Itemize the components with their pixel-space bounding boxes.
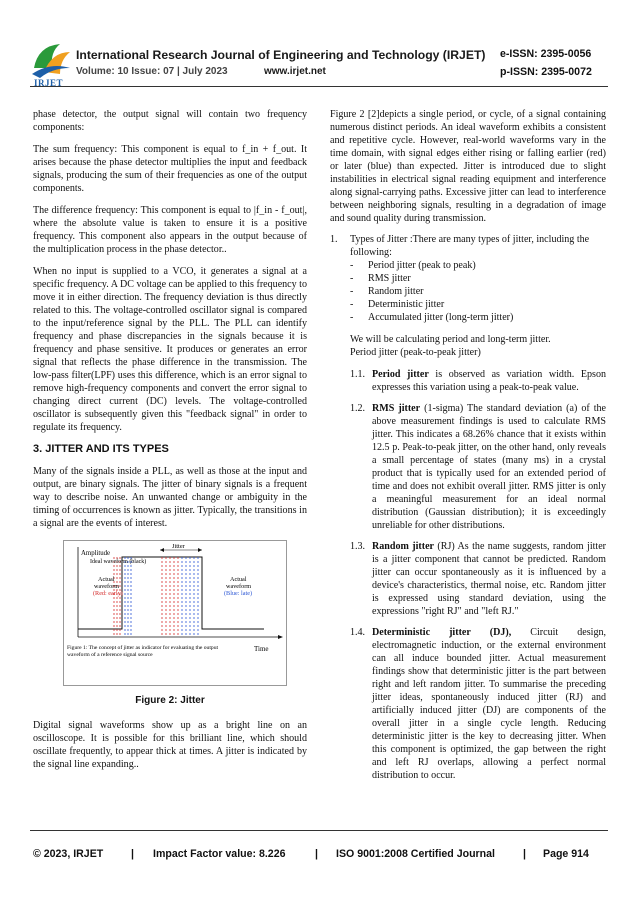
list-dash: - — [350, 273, 354, 284]
iso-certification: ISO 9001:2008 Certified Journal — [336, 848, 495, 860]
list-item — [350, 285, 606, 298]
subsection-title: Deterministic jitter (DJ), — [372, 627, 512, 638]
footer-separator: | — [131, 848, 134, 860]
early-edges — [114, 557, 178, 635]
actual-left-2: waveform — [94, 583, 120, 590]
subsection-title: RMS jitter — [372, 403, 421, 414]
subsection-number: 1.1. — [350, 369, 366, 380]
list-dash: - — [350, 286, 354, 297]
list-item-label: Accumulated jitter (long-term jitter) — [368, 312, 514, 323]
logo-text: IRJET — [34, 78, 64, 88]
time-label: Time — [254, 645, 269, 653]
list-intro: Types of Jitter :There are many types of jitter, including the following: — [350, 234, 590, 258]
ideal-label: Ideal waveform (black) — [90, 559, 147, 565]
subsection-deterministic-jitter — [350, 626, 606, 782]
subsection-text: (RJ) As the name suggests, random jitter is a jitter component that cannot be predicted. Random jitter can occur spontaneously as it is influenced by a device's characteristics, thermal noise, etc. Random jitter is expressed using standard deviation, using the expressions "right RJ" and "left RJ." — [372, 541, 606, 617]
list-item-label: Deterministic jitter — [368, 299, 445, 310]
footer-separator: | — [315, 848, 318, 860]
subsection-title: Period jitter — [372, 369, 429, 380]
x-axis-arrow-icon — [278, 635, 283, 639]
footer-divider — [30, 830, 608, 831]
header-divider — [30, 86, 608, 87]
list-item — [350, 259, 606, 272]
list-item-label: RMS jitter — [368, 273, 411, 284]
list-item — [350, 272, 606, 285]
p-issn: p-ISSN: 2395-0072 — [500, 66, 592, 78]
volume-line — [76, 66, 326, 77]
irjet-logo-icon — [30, 38, 72, 82]
subsection-text: Circuit design, electromagnetic induction, or the external environment can all induce bounded jitter. Actual measurement findings show that deterministic jitter is the part between right and left random jitter. To summarise the preceding jitter ideas, spontaneously induced jitter (RJ) and artificially induced jitter (DJ) are components of the overall jitter in a single cycle length. Reducing deterministic jitter is the key to decreasing jitter. When this component is optimized, the gap between the right and left RJ overlaps, allowing a perfect normal distribution to occur. — [372, 627, 606, 781]
list-item-label: Period jitter (peak to peak) — [368, 260, 476, 271]
actual-left-1: Actual — [98, 576, 115, 583]
copyright: © 2023, IRJET — [33, 848, 104, 860]
paragraph: When no input is supplied to a VCO, it generates a signal at a specific frequency. A DC voltage can be applied to this frequency to move it in either direction. The frequency deviation is thus directly related to this. The voltage-controlled oscillator signal is compared to the input/reference signal by the PLL. The PLL can identify frequency and phase discrepancies in the signals because it is frequency and phase sensitive. It produces or generates an error signal that reflects the phase difference in the transmission. The low-pass filter(LPF) uses this difference, which is an error signal to remove high-frequency components and convert the error signal to changing direct current (DC) levels. The voltage-controlled oscillator is subsequently given this "feedback signal" in order to regulate its frequency. — [33, 266, 307, 433]
late-edges — [125, 557, 198, 635]
jitter-right-arrow-icon — [198, 548, 202, 552]
subsection-number: 1.2. — [350, 403, 366, 414]
e-issn: e-ISSN: 2395-0056 — [500, 48, 592, 60]
subsection-number: 1.4. — [350, 627, 366, 638]
journal-website-link[interactable]: www.irjet.net — [264, 66, 326, 77]
footer-separator: | — [523, 848, 526, 860]
subsection-period-jitter — [350, 368, 606, 394]
right-column — [330, 108, 606, 790]
paragraph: Many of the signals inside a PLL, as well as those at the input and output, are binary signals. The jitter of binary signals is a frequent way to describe noise. An unwanted change or ambiguity in the timing of occurrences is known as jitter. Typically, the transitions in a signal are the events of interest. — [33, 466, 307, 529]
subsection-text: is observed as variation width. Epson expresses this variation using a peak-to-peak value. — [372, 369, 606, 393]
left-column — [33, 108, 307, 780]
impact-factor: Impact Factor value: 8.226 — [153, 848, 286, 860]
inner-caption-1: Figure 1: The concept of jitter as indicator for evaluating the output — [67, 645, 219, 651]
paragraph: Figure 2 [2]depicts a single period, or cycle, of a signal containing numerous distinct periods. An ideal waveform exhibits a consistent and repetitive cycle. However, real-world waveforms vary in the time domain, with signal edges either rising or falling earlier (red) or later (blue) than expected. Jitter is introduced due to slight instabilities in electrical signal reading equipment and interference along signal-carrying paths. Excessive jitter can lead to interference between neighboring signals, resulting in a degradation of image and sound quality during transmission. — [330, 109, 606, 224]
paragraph: Digital signal waveforms show up as a bright line on an oscilloscope. It is possible for this brilliant line, which should oscillate frequently, to appear thick at times. A jitter is indicated by the signal line expanding.. — [33, 720, 307, 770]
subsection-rms-jitter — [350, 402, 606, 532]
inner-caption-2: waveform of a reference signal source — [67, 652, 153, 658]
calc-note — [350, 333, 606, 359]
list-item — [350, 298, 606, 311]
calc-line: Period jitter (peak-to-peak jitter) — [350, 347, 481, 358]
calc-line: We will be calculating period and long-term jitter. — [350, 334, 551, 345]
jitter-types-list — [330, 233, 606, 259]
subsection-random-jitter — [350, 540, 606, 618]
actual-right-blue: (Blue: late) — [224, 590, 253, 597]
paragraph: The sum frequency: This component is equal to f_in + f_out. It arises because the phase detector multiplies the input and feedback signals, producing the sum of their frequencies as one of the output components. — [33, 144, 307, 194]
subsection-title: Random jitter — [372, 541, 434, 552]
journal-title: International Research Journal of Engineering and Technology (IRJET) — [76, 48, 486, 62]
jitter-figure — [63, 540, 287, 686]
paragraph: The difference frequency: This component is equal to |f_in - f_out|, where the absolute value is taken to ensure it is a positive frequency. This component also appears in the output because of the multiplication process in the phase detector.. — [33, 205, 307, 255]
paragraph: phase detector, the output signal will contain two frequency components: — [33, 109, 307, 133]
section-heading: 3. JITTER AND ITS TYPES — [33, 443, 169, 455]
list-dash: - — [350, 260, 354, 271]
figure-caption: Figure 2: Jitter — [135, 695, 205, 706]
list-item-label: Random jitter — [368, 286, 424, 297]
list-item — [350, 311, 606, 324]
volume-info: Volume: 10 Issue: 07 | July 2023 — [76, 66, 228, 77]
page-number: Page 914 — [543, 848, 589, 860]
subsection-text: (1-sigma) The standard deviation (a) of the above measurement findings is used to calculate RMS jitter. This indicates a 68.26% chance that it exists within 12.5 p. Peak-to-peak jitter, on the other hand, only reveals a small percentage of states (many ms) in a crystal product that is typically used for an extended period of time and does not exhibit overall jitter. RMS jitter is only a meaningful measurement for an ideal normal distribution (Gaussian distribution); it is exceedingly unreliable for other distributions. — [372, 403, 607, 531]
jitter-left-arrow-icon — [160, 548, 164, 552]
actual-left-red: (Red: early) — [93, 590, 123, 597]
amplitude-label: Amplitude — [81, 550, 111, 557]
actual-right-1: Actual — [230, 576, 247, 583]
list-dash: - — [350, 299, 354, 310]
actual-right-2: waveform — [226, 583, 252, 590]
list-dash: - — [350, 312, 354, 323]
jitter-label: Jitter — [172, 543, 185, 550]
subsection-number: 1.3. — [350, 541, 366, 552]
jitter-diagram — [64, 541, 286, 685]
page-header — [0, 0, 638, 98]
list-number: 1. — [330, 234, 338, 245]
